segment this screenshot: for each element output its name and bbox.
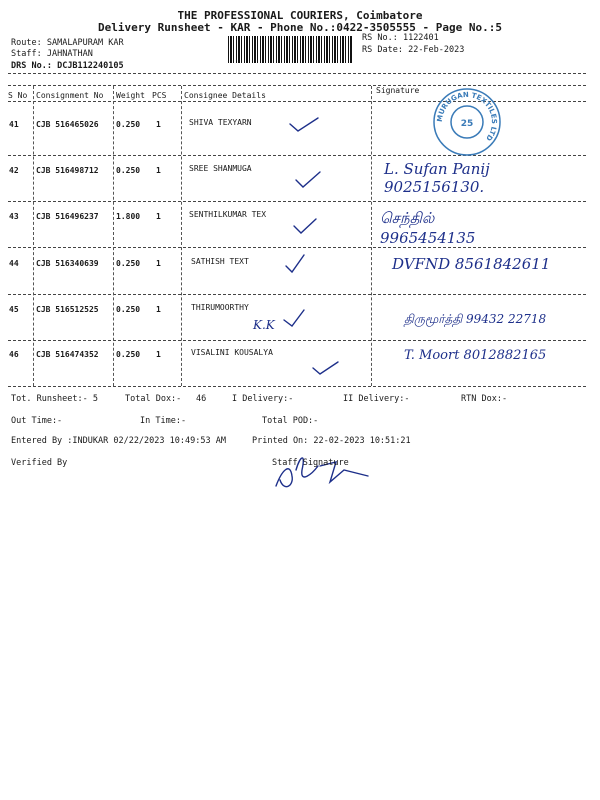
verified-by: Verified By <box>11 458 68 468</box>
stamp-number: 25 <box>460 119 474 129</box>
row-sno: 45 <box>9 305 19 314</box>
row-weight: 0.250 <box>116 120 141 129</box>
document-title: THE PROFESSIONAL COURIERS, Coimbatore <box>177 9 423 22</box>
row-pcs: 1 <box>156 120 161 129</box>
row-consignee: SHIVA TEXYARN <box>189 118 252 127</box>
signature-row44: DVFND 8561842611 <box>392 255 551 273</box>
printed-on: Printed On: 22-02-2023 10:51:21 <box>252 436 411 446</box>
drs-value: DCJB112240105 <box>57 61 124 71</box>
row-weight: 0.250 <box>116 305 141 314</box>
check-icon <box>294 219 316 233</box>
check-icon <box>284 310 304 326</box>
total-dox-label: Total Dox:- <box>125 394 182 404</box>
col-header-consignee: Consignee Details <box>184 91 266 100</box>
row-consignee: SENTHILKUMAR TEX <box>189 210 267 219</box>
check-icon <box>296 172 320 187</box>
route-label: Route: <box>11 38 42 48</box>
route-value: SAMALAPURAM KAR <box>46 38 124 48</box>
row-consignee: SREE SHANMUGA <box>189 164 252 173</box>
row-weight: 0.250 <box>116 259 141 268</box>
col-header-sno: S No <box>8 91 28 100</box>
row-pcs: 1 <box>156 259 161 268</box>
row-pcs: 1 <box>156 350 161 359</box>
entered-by: Entered By :INDUKAR 02/22/2023 10:49:53 AM <box>11 436 226 446</box>
ii-delivery: II Delivery:- <box>343 394 410 404</box>
in-time: In Time:- <box>140 416 187 426</box>
rs-no-value: 1122401 <box>402 33 439 43</box>
row-consignment: CJB 516474352 <box>36 350 99 359</box>
row-sno: 44 <box>9 259 19 268</box>
row-consignee: SATHISH TEXT <box>191 257 249 266</box>
row-pcs: 1 <box>156 166 161 175</box>
row-sno: 42 <box>9 166 19 175</box>
col-header-pcs: PCS <box>152 91 167 100</box>
check-icon <box>286 255 304 272</box>
signature-row43: செந்தில் 9965454135 <box>380 209 476 247</box>
signature-row42: L. Sufan Panij 9025156130. <box>384 160 490 196</box>
col-header-signature: Signature <box>376 86 420 95</box>
rtn-dox: RTN Dox:- <box>461 394 508 404</box>
row-consignment: CJB 516465026 <box>36 120 99 129</box>
out-time: Out Time:- <box>11 416 63 426</box>
drs-label: DRS No.: <box>11 61 52 71</box>
row45-note: K.K <box>253 318 275 332</box>
check-icon <box>290 118 318 131</box>
signature-row45: திருமூர்த்தி 99432 22718 <box>404 312 547 326</box>
rs-date-value: 22-Feb-2023 <box>408 45 465 55</box>
row-consignment: CJB 516496237 <box>36 212 99 221</box>
total-pod: Total POD:- <box>262 416 319 426</box>
staff-signature-label: Staff Signature <box>272 458 349 468</box>
row-weight: 0.250 <box>116 166 141 175</box>
signature-row46: T. Moort 8012882165 <box>404 348 547 363</box>
svg-text:MURUGAN TEXTILES LTD <box>436 91 498 142</box>
stamp-text: MURUGAN TEXTILES LTD <box>435 90 499 143</box>
staff-label: Staff: <box>11 49 42 59</box>
row-consignment: CJB 516498712 <box>36 166 99 175</box>
col-header-consignment: Consignment No <box>36 91 104 100</box>
row-weight: 1.800 <box>116 212 141 221</box>
tot-runsheet: Tot. Runsheet:- 5 <box>11 394 98 404</box>
total-dox-value: 46 <box>196 394 207 404</box>
check-icon <box>313 362 338 374</box>
col-header-weight: Weight <box>116 91 145 100</box>
company-stamp <box>430 85 510 165</box>
row-consignment: CJB 516340639 <box>36 259 99 268</box>
rs-date-label: RS Date: <box>362 45 403 55</box>
row-sno: 43 <box>9 212 19 221</box>
row-sno: 46 <box>9 350 19 359</box>
row-pcs: 1 <box>156 212 161 221</box>
rs-no-label: RS No.: <box>362 33 398 43</box>
staff-value: JAHNATHAN <box>46 49 93 59</box>
row-consignee: VISALINI KOUSALYA <box>191 348 273 357</box>
row-consignee: THIRUMOORTHY <box>191 303 249 312</box>
row-pcs: 1 <box>156 305 161 314</box>
i-delivery: I Delivery:- <box>232 394 294 404</box>
row-consignment: CJB 516512525 <box>36 305 99 314</box>
row-weight: 0.250 <box>116 350 141 359</box>
runsheet-subtitle: Delivery Runsheet - KAR - Phone No.:0422-3505555 - Page No.:5 <box>98 21 502 34</box>
row-sno: 41 <box>9 120 19 129</box>
